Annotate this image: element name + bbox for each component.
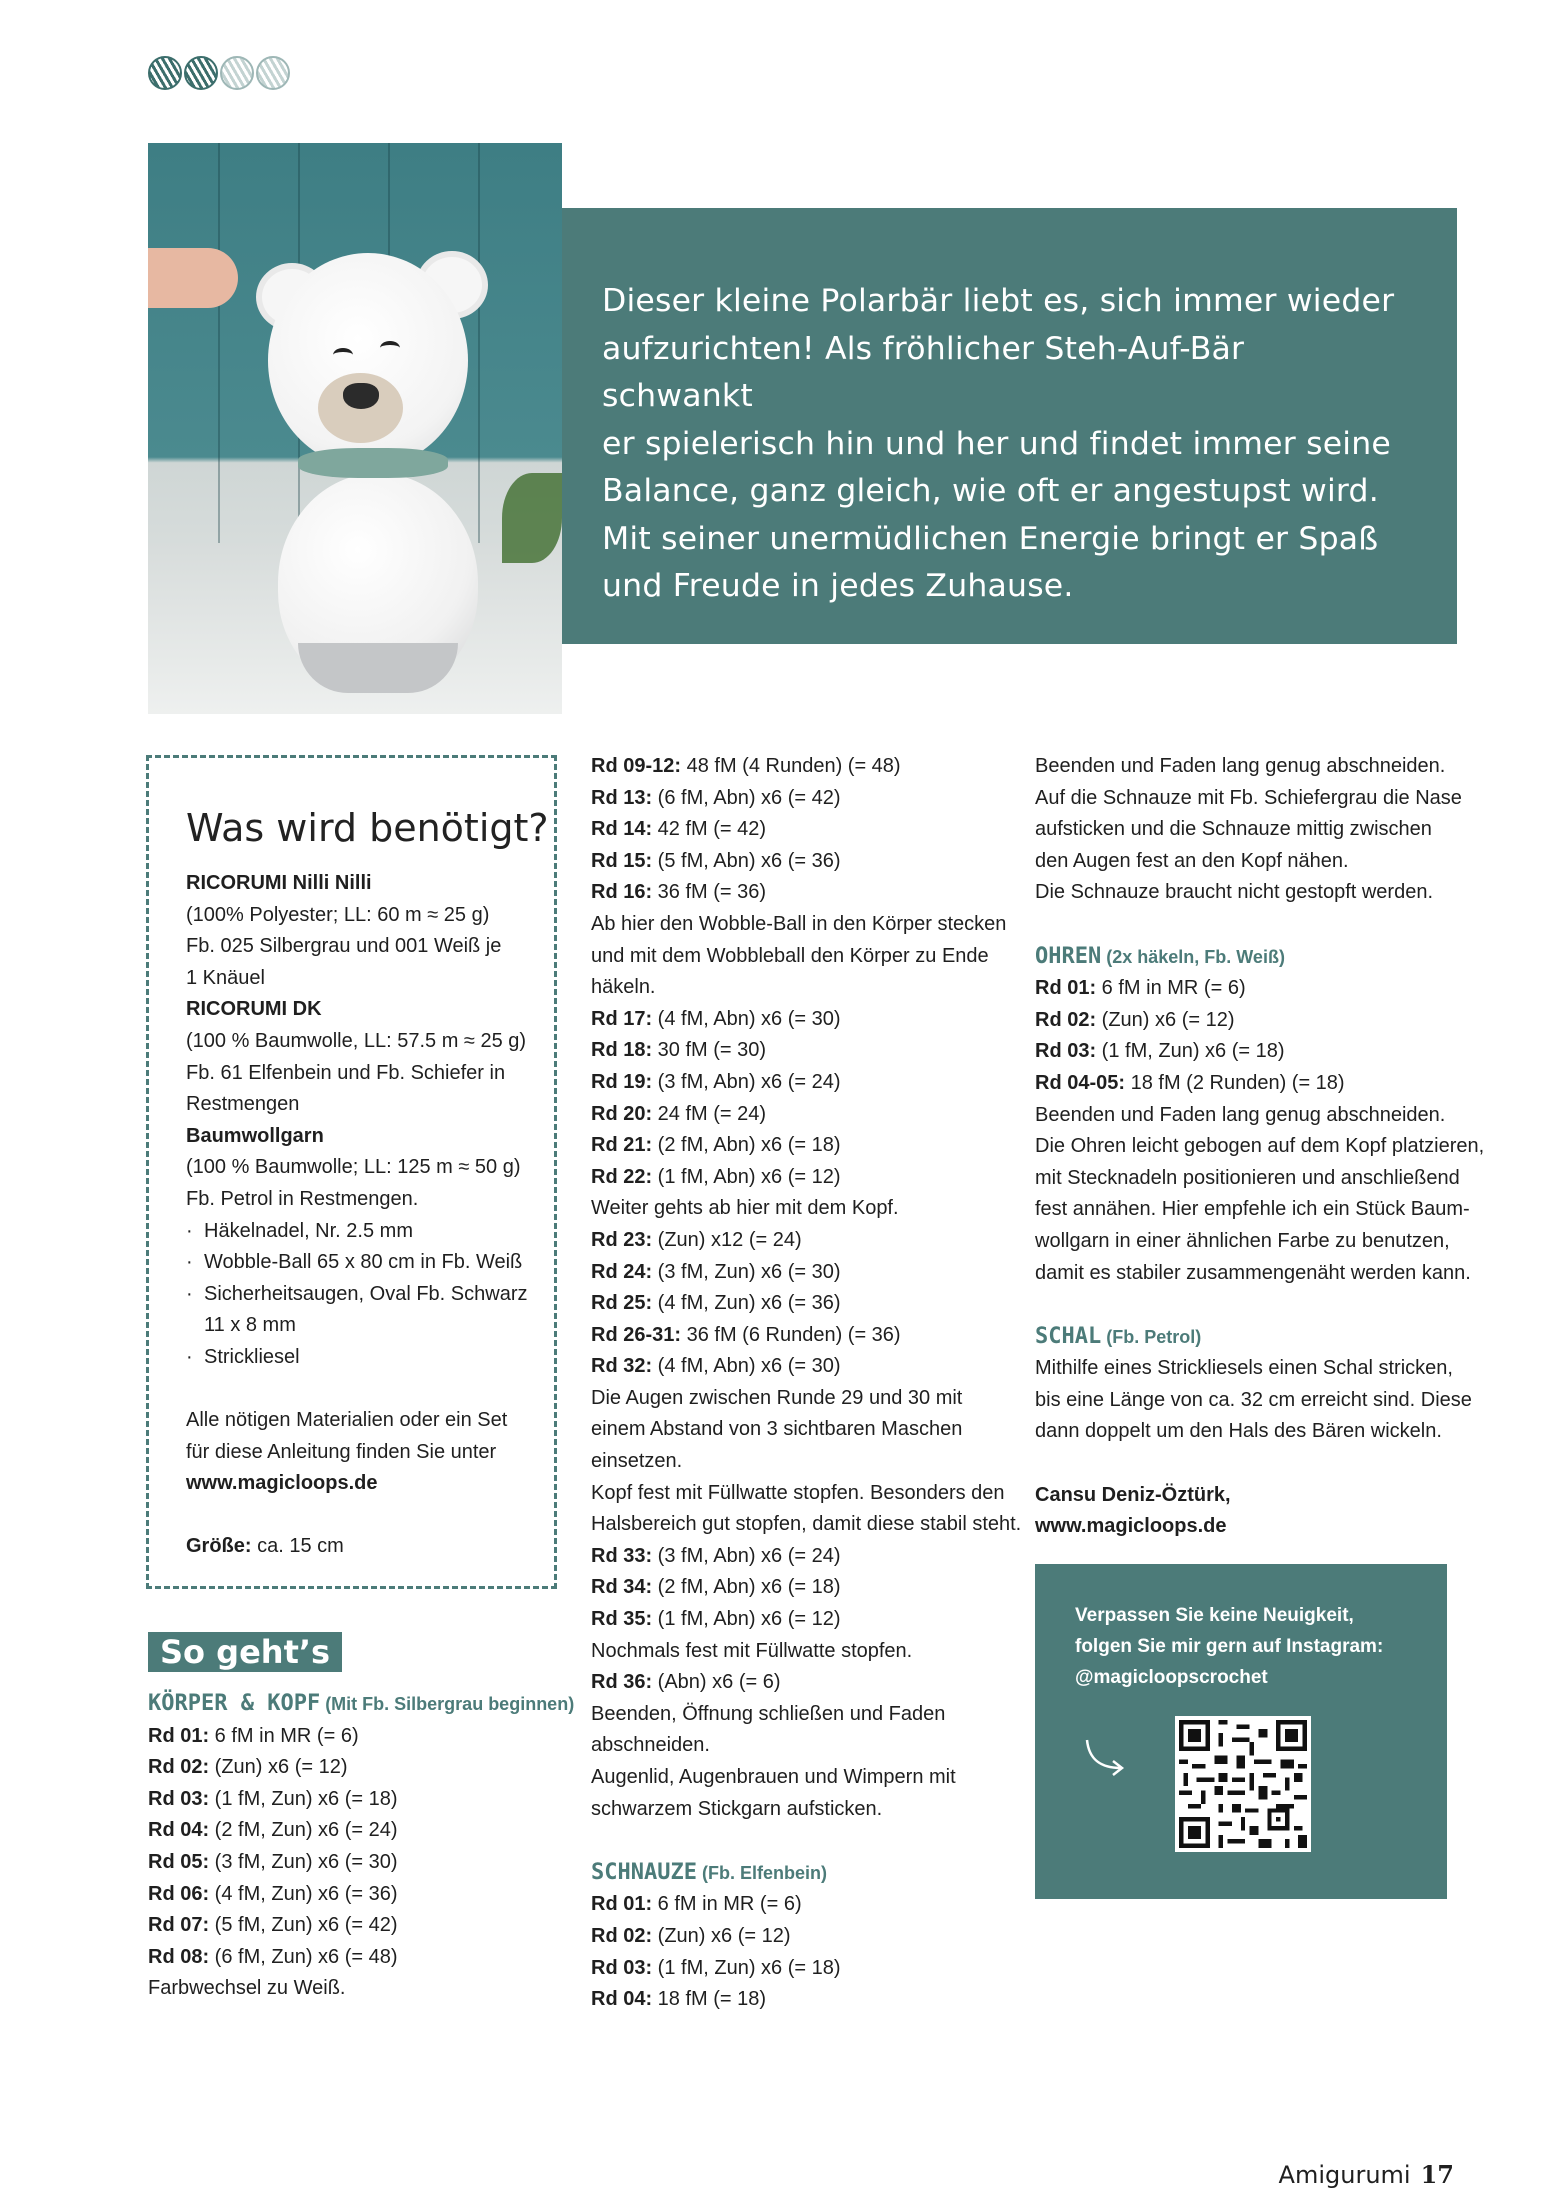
instruction-text: Beenden und Faden lang genug abschneiden. — [1035, 1103, 1446, 1126]
tool-item: · Sicherheitsaugen, Oval Fb. Schwarz — [186, 1279, 554, 1311]
intro-box — [562, 208, 1457, 644]
round-row: Rd 01: 6 fM in MR (= 6) — [591, 1893, 802, 1916]
round-row: Rd 32: (4 fM, Abn) x6 (= 30) — [591, 1355, 841, 1378]
round-row: Rd 35: (1 fM, Abn) x6 (= 12) — [591, 1608, 841, 1631]
author-name: Cansu Deniz-Öztürk, — [1035, 1483, 1231, 1506]
size-value: ca. 15 cm — [251, 1535, 344, 1558]
instruction-text: Die Schnauze braucht nicht gestopft werden. — [1035, 881, 1434, 904]
round-row: Rd 18: 30 fM (= 30) — [591, 1039, 767, 1062]
size-line — [186, 1531, 554, 1563]
instruction-text: Ab hier den Wobble-Ball in den Körper stecken — [591, 912, 1007, 935]
round-row: Rd 33: (3 fM, Abn) x6 (= 24) — [591, 1544, 841, 1567]
round-row: Rd 20: 24 fM (= 24) — [591, 1102, 767, 1125]
curved-arrow-icon — [1083, 1732, 1129, 1778]
instruction-text: Nochmals fest mit Füllwatte stopfen. — [591, 1639, 913, 1662]
instruction-text: einsetzen. — [591, 1450, 683, 1473]
round-row: Rd 22: (1 fM, Abn) x6 (= 12) — [591, 1165, 841, 1188]
intro-line: Balance, ganz gleich, wie oft er angestupst wird. — [602, 473, 1379, 509]
instruction-text: wollgarn in einer ähnlichen Farbe zu benutzen, — [1035, 1229, 1450, 1252]
round-row: Rd 17: (4 fM, Abn) x6 (= 30) — [591, 1007, 841, 1030]
instruction-text: fest annähen. Hier empfehle ich ein Stück Baum- — [1035, 1198, 1470, 1221]
section-title: SCHAL — [1035, 1323, 1102, 1349]
section-title: KÖRPER & KOPF — [148, 1691, 321, 1716]
instruction-text: Beenden und Faden lang genug abschneiden. — [1035, 755, 1446, 777]
instruction-text: Kopf fest mit Füllwatte stopfen. Besonders den — [591, 1481, 1005, 1504]
tool-item: · Strickliesel — [186, 1342, 554, 1374]
intro-line: und Freude in jedes Zuhause. — [602, 568, 1074, 604]
intro-line: Dieser kleine Polarbär liebt es, sich immer wieder — [602, 283, 1395, 319]
round-row: Rd 01: 6 fM in MR (= 6) — [1035, 977, 1246, 1000]
intro-line: er spielerisch hin und her und findet immer seine — [602, 425, 1391, 462]
round-row: Rd 08: (6 fM, Zun) x6 (= 48) — [148, 1945, 398, 1968]
round-row: Rd 02: (Zun) x6 (= 12) — [148, 1756, 348, 1779]
section-subtitle: (2x häkeln, Fb. Weiß) — [1101, 946, 1285, 967]
materials-note: Alle nötigen Materialien oder ein Set — [186, 1409, 508, 1432]
tool-item: · Häkelnadel, Nr. 2.5 mm — [186, 1216, 554, 1248]
round-row: Rd 15: (5 fM, Abn) x6 (= 36) — [591, 849, 841, 872]
instruction-text: dann doppelt um den Hals des Bären wickeln. — [1035, 1420, 1442, 1443]
round-row: Rd 03: (1 fM, Zun) x6 (= 18) — [591, 1956, 841, 1979]
instagram-handle: @magicloopscrochet — [1075, 1667, 1268, 1688]
round-row: Rd 24: (3 fM, Zun) x6 (= 30) — [591, 1260, 841, 1283]
instruction-text: häkeln. — [591, 976, 656, 999]
yarn-detail: Restmengen — [186, 1093, 300, 1116]
round-row: Rd 06: (4 fM, Zun) x6 (= 36) — [148, 1882, 398, 1905]
instruction-text: damit es stabiler zusammengenäht werden kann. — [1035, 1261, 1471, 1284]
round-row: Rd 16: 36 fM (= 36) — [591, 881, 767, 904]
yarn-detail: Fb. 025 Silbergrau und 001 Weiß je — [186, 935, 502, 958]
column-2 — [591, 751, 1022, 2016]
round-row: Rd 05: (3 fM, Zun) x6 (= 30) — [148, 1850, 398, 1873]
round-row: Rd 25: (4 fM, Zun) x6 (= 36) — [591, 1292, 841, 1315]
so-gehts-header: So geht’s — [148, 1632, 342, 1672]
round-row: Rd 04: (2 fM, Zun) x6 (= 24) — [148, 1819, 398, 1842]
instagram-box — [1035, 1564, 1447, 1899]
instruction-text: schwarzem Stickgarn aufsticken. — [591, 1797, 883, 1820]
instruction-text: Halsbereich gut stopfen, damit diese stabil steht. — [591, 1513, 1022, 1536]
instruction-text: Augenlid, Augenbrauen und Wimpern mit — [591, 1766, 956, 1788]
instruction-text: aufsticken und die Schnauze mittig zwischen — [1035, 818, 1432, 841]
round-row: Rd 04: 18 fM (= 18) — [591, 1988, 767, 2011]
column-3 — [1035, 751, 1485, 1543]
intro-line: aufzurichten! Als fröhlicher Steh-Auf-Bär schwankt — [602, 330, 1245, 414]
instruction-text: und mit dem Wobbleball den Körper zu Ende — [591, 944, 989, 967]
round-row: Rd 14: 42 fM (= 42) — [591, 818, 767, 841]
polar-bear-photo — [148, 143, 562, 714]
yarn-ball-icon — [220, 56, 254, 90]
instruction-text: Beenden, Öffnung schließen und Faden — [591, 1702, 946, 1725]
qr-code-icon[interactable] — [1175, 1716, 1311, 1852]
instruction-text: einem Abstand von 3 sichtbaren Maschen — [591, 1418, 963, 1441]
instruction-text: Auf die Schnauze mit Fb. Schiefergrau die Nase — [1035, 786, 1462, 809]
instruction-text: Die Augen zwischen Runde 29 und 30 mit — [591, 1386, 963, 1409]
page-number: 17 — [1420, 2160, 1454, 2189]
difficulty-rating — [148, 56, 290, 90]
section-title: SCHNAUZE — [591, 1859, 697, 1885]
yarn-detail: (100 % Baumwolle, LL: 57.5 m ≈ 25 g) — [186, 1029, 527, 1052]
size-label: Größe: — [186, 1535, 252, 1558]
yarn-detail: 1 Knäuel — [186, 966, 265, 989]
tool-item: · Wobble-Ball 65 x 80 cm in Fb. Weiß — [186, 1247, 554, 1279]
yarn-detail: (100 % Baumwolle; LL: 125 m ≈ 50 g) — [186, 1156, 521, 1179]
instagram-line: Verpassen Sie keine Neuigkeit, — [1075, 1605, 1354, 1626]
yarn-name: RICORUMI DK — [186, 998, 322, 1021]
section-subtitle: (Fb. Petrol) — [1101, 1326, 1202, 1347]
instruction-text: den Augen fest an den Kopf nähen. — [1035, 849, 1349, 872]
instruction-text: Farbwechsel zu Weiß. — [148, 1977, 346, 2000]
round-row: Rd 13: (6 fM, Abn) x6 (= 42) — [591, 786, 841, 809]
instruction-text: Die Ohren leicht gebogen auf dem Kopf platzieren, — [1035, 1135, 1485, 1158]
intro-line: Mit seiner unermüdlichen Energie bringt er Spaß — [602, 520, 1379, 557]
page-footer — [1279, 2160, 1454, 2189]
round-row: Rd 09-12: 48 fM (4 Runden) (= 48) — [591, 755, 901, 777]
yarn-detail: Fb. Petrol in Restmengen. — [186, 1187, 419, 1210]
section-subtitle: (Mit Fb. Silbergrau beginnen) — [320, 1694, 575, 1714]
magazine-title: Amigurumi — [1278, 2161, 1411, 2189]
round-row: Rd 03: (1 fM, Zun) x6 (= 18) — [1035, 1040, 1285, 1063]
yarn-ball-icon — [148, 56, 182, 90]
round-row: Rd 21: (2 fM, Abn) x6 (= 18) — [591, 1134, 841, 1157]
round-row: Rd 02: (Zun) x6 (= 12) — [591, 1924, 791, 1947]
round-row: Rd 26-31: 36 fM (6 Runden) (= 36) — [591, 1323, 901, 1346]
instruction-text: abschneiden. — [591, 1734, 710, 1757]
round-row: Rd 36: (Abn) x6 (= 6) — [591, 1671, 781, 1694]
materials-title: Was wird benötigt? — [186, 806, 549, 850]
yarn-name: RICORUMI Nilli Nilli — [186, 872, 372, 894]
yarn-ball-icon — [184, 56, 218, 90]
koerper-section — [148, 1688, 575, 2005]
section-subtitle: (Fb. Elfenbein) — [696, 1862, 827, 1883]
yarn-detail: (100% Polyester; LL: 60 m ≈ 25 g) — [186, 903, 490, 926]
instruction-text: mit Stecknadeln positionieren und anschließend — [1035, 1166, 1460, 1189]
section-title: OHREN — [1035, 943, 1102, 969]
tool-item-cont: 11 x 8 mm — [204, 1314, 296, 1337]
instruction-text: Weiter gehts ab hier mit dem Kopf. — [591, 1197, 899, 1220]
author-url: www.magicloops.de — [1035, 1515, 1227, 1538]
instruction-text: bis eine Länge von ca. 32 cm erreicht sind. Diese — [1035, 1388, 1472, 1411]
materials-note: für diese Anleitung finden Sie unter — [186, 1440, 497, 1463]
round-row: Rd 02: (Zun) x6 (= 12) — [1035, 1008, 1235, 1031]
round-row: Rd 34: (2 fM, Abn) x6 (= 18) — [591, 1576, 841, 1599]
instruction-text: Mithilfe eines Strickliesels einen Schal stricken, — [1035, 1357, 1453, 1380]
materials-box — [146, 755, 557, 1589]
yarn-detail: Fb. 61 Elfenbein und Fb. Schiefer in — [186, 1061, 506, 1084]
yarn-name: Baumwollgarn — [186, 1124, 324, 1147]
round-row: Rd 19: (3 fM, Abn) x6 (= 24) — [591, 1070, 841, 1093]
round-row: Rd 23: (Zun) x12 (= 24) — [591, 1228, 802, 1251]
round-row: Rd 03: (1 fM, Zun) x6 (= 18) — [148, 1787, 398, 1810]
round-row: Rd 07: (5 fM, Zun) x6 (= 42) — [148, 1914, 398, 1937]
round-row: Rd 01: 6 fM in MR (= 6) — [148, 1724, 359, 1747]
round-row: Rd 04-05: 18 fM (2 Runden) (= 18) — [1035, 1071, 1345, 1094]
materials-url: www.magicloops.de — [186, 1472, 378, 1495]
yarn-ball-icon — [256, 56, 290, 90]
instagram-line: folgen Sie mir gern auf Instagram: — [1075, 1636, 1384, 1657]
